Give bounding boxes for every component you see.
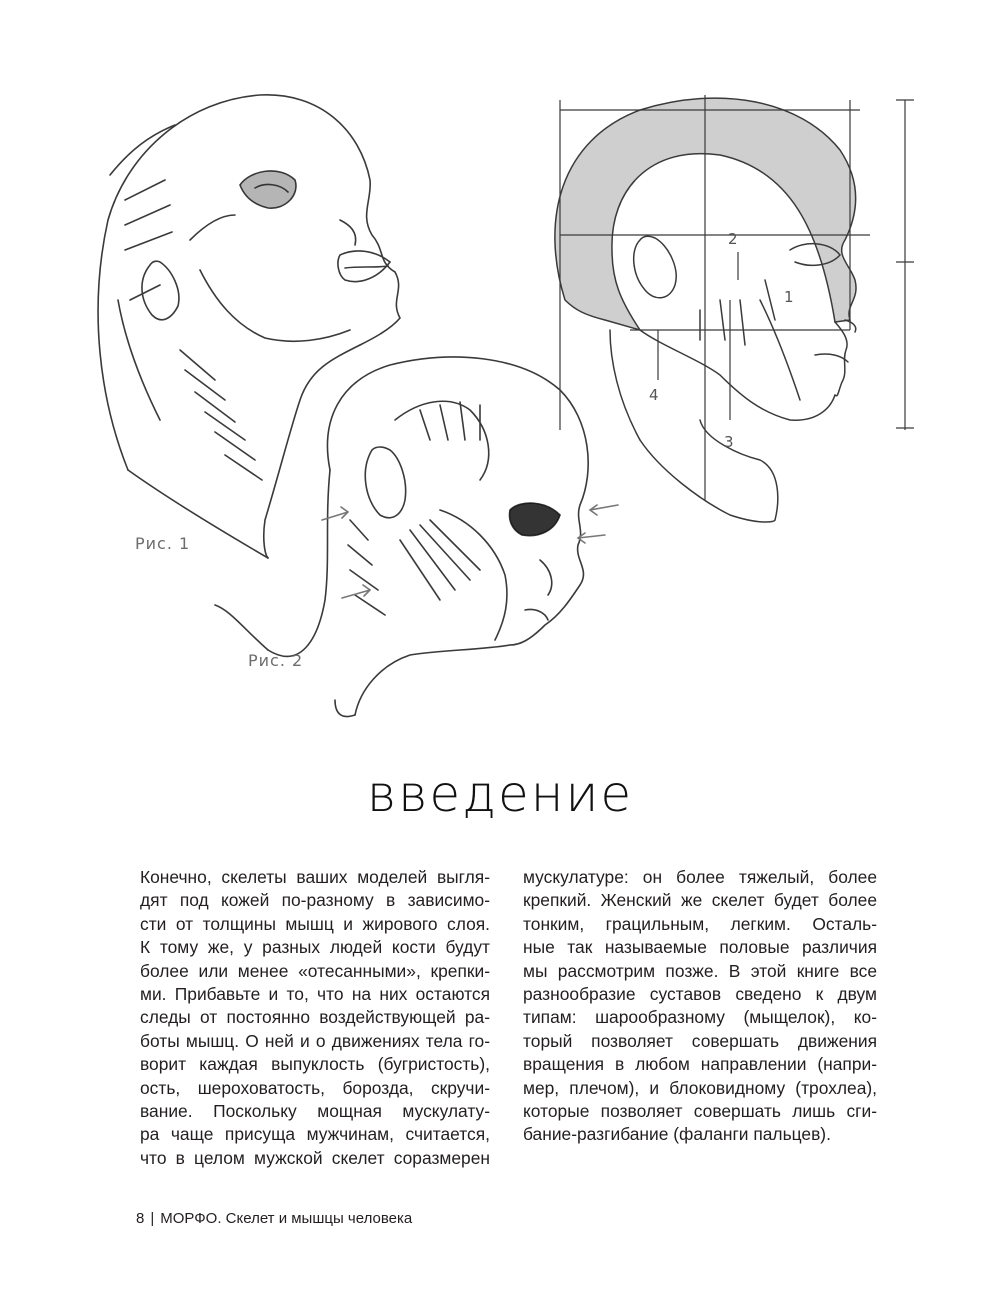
text-line: сти от толщины мышц и жирового слоя. — [140, 913, 490, 934]
text-line: ные так называемые половые различия — [523, 937, 877, 958]
text-line: мускулатуре: он более тяжелый, более — [523, 867, 877, 887]
figure-3-number-2: 2 — [728, 230, 738, 248]
text-line: следы от постоянно воздействующей ра- — [140, 1007, 490, 1028]
text-line: дят под кожей по-разному в зависимо- — [140, 890, 490, 911]
text-line: К тому же, у разных людей кости будут — [140, 937, 490, 958]
figure-2-arrows — [322, 505, 618, 598]
text-line: вание. Поскольку мощная мускулату- — [140, 1101, 490, 1122]
section-title: введение — [366, 765, 634, 823]
running-title: МОРФО. Скелет и мышцы человека — [160, 1210, 413, 1227]
page-number: 8 — [136, 1210, 145, 1227]
text-line: ми. Прибавьте и то, что на них остаются — [140, 984, 490, 1005]
body-column-right — [523, 866, 877, 1147]
text-line: бание-разгибание (фаланги пальцев). — [523, 1124, 831, 1145]
text-line: разнообразие суставов сведено к двум — [523, 984, 877, 1005]
figure-1-caption: Рис. 1 — [135, 534, 191, 553]
text-line: мы рассмотрим позже. В этой книге все — [523, 960, 877, 981]
footer-separator: | — [150, 1210, 155, 1227]
figure-3-profile-schematic — [555, 95, 914, 522]
text-line: ра чаще присуща мужчинам, считается, — [140, 1124, 490, 1145]
text-line: боты мышц. О ней и о движениях тела го- — [140, 1030, 490, 1051]
text-line: торый позволяет совершать движения — [523, 1030, 877, 1051]
figure-3-number-3: 3 — [724, 433, 734, 451]
figure-2-caption: Рис. 2 — [248, 651, 304, 670]
text-line: более или менее «отесанными», крепки- — [140, 960, 490, 981]
text-line: которые позволяет совершать лишь сги- — [523, 1101, 877, 1122]
figure-3-number-1: 1 — [784, 288, 794, 306]
text-line: ворит каждая выпуклость (бугристость), — [140, 1054, 490, 1075]
text-line: тонким, грацильным, легким. Осталь- — [523, 913, 877, 934]
figure-3-number-4: 4 — [649, 386, 659, 404]
text-line: Конечно, скелеты ваших моделей выгля- — [140, 867, 490, 887]
text-line: мер, плечом), и блоковидному (трохлеа), — [523, 1077, 877, 1098]
body-column-left — [140, 866, 490, 1170]
text-line: типам: шарообразному (мыщелок), ко- — [523, 1007, 877, 1028]
text-line: ость, шероховатость, борозда, скручи- — [140, 1077, 490, 1098]
text-line: вращения в любом направлении (напри- — [523, 1054, 877, 1075]
figure-1-head-sketch — [98, 95, 400, 558]
page-footer — [136, 1210, 412, 1227]
text-line: что в целом мужской скелет соразмерен — [140, 1147, 490, 1168]
text-line: крепкий. Женский же скелет будет более — [523, 890, 877, 911]
